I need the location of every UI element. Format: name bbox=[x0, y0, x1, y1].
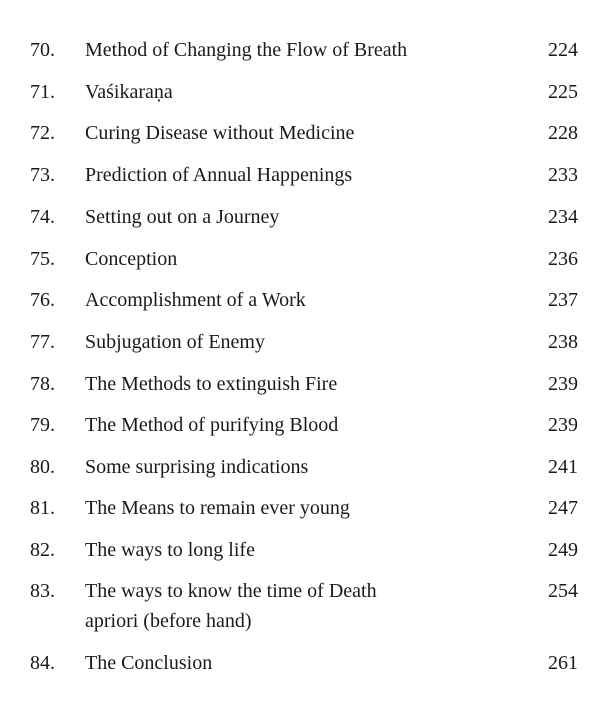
entry-title-line: The ways to know the time of Death bbox=[85, 580, 377, 602]
entry-page-number: 238 bbox=[548, 331, 578, 353]
entry-title-continuation: apriori (before hand) bbox=[85, 610, 252, 632]
entry-title bbox=[85, 576, 485, 636]
entry-number: 78. bbox=[30, 373, 55, 395]
entry-title: Curing Disease without Medicine bbox=[85, 122, 355, 144]
entry-number: 79. bbox=[30, 414, 55, 436]
entry-title: The Methods to extinguish Fire bbox=[85, 373, 338, 395]
entry-number: 76. bbox=[30, 289, 55, 311]
entry-title: The Means to remain ever young bbox=[85, 497, 350, 519]
entry-number: 71. bbox=[30, 81, 55, 103]
entry-title: Conception bbox=[85, 248, 178, 270]
entry-number: 82. bbox=[30, 539, 55, 561]
entry-title: Setting out on a Journey bbox=[85, 206, 280, 228]
entry-page-number: 249 bbox=[548, 539, 578, 561]
entry-title: The Conclusion bbox=[85, 652, 213, 674]
entry-number: 70. bbox=[30, 39, 55, 61]
entry-page-number: 247 bbox=[548, 497, 578, 519]
entry-page-number: 237 bbox=[548, 289, 578, 311]
entry-number: 74. bbox=[30, 206, 55, 228]
entry-page-number: 239 bbox=[548, 414, 578, 436]
entry-number: 83. bbox=[30, 580, 55, 602]
entry-number: 80. bbox=[30, 456, 55, 478]
entry-title: The Method of purifying Blood bbox=[85, 414, 339, 436]
entry-page-number: 254 bbox=[548, 580, 578, 602]
entry-title: Vaśikaraṇa bbox=[85, 81, 173, 103]
entry-page-number: 239 bbox=[548, 373, 578, 395]
entry-title: Subjugation of Enemy bbox=[85, 331, 265, 353]
entry-title: Prediction of Annual Happenings bbox=[85, 164, 353, 186]
entry-page-number: 225 bbox=[548, 81, 578, 103]
entry-page-number: 261 bbox=[548, 652, 578, 674]
entry-number: 75. bbox=[30, 248, 55, 270]
entry-title: Accomplishment of a Work bbox=[85, 289, 306, 311]
entry-page-number: 228 bbox=[548, 122, 578, 144]
entry-page-number: 241 bbox=[548, 456, 578, 478]
entry-page-number: 236 bbox=[548, 248, 578, 270]
entry-page-number: 233 bbox=[548, 164, 578, 186]
entry-number: 73. bbox=[30, 164, 55, 186]
entry-page-number: 234 bbox=[548, 206, 578, 228]
entry-number: 77. bbox=[30, 331, 55, 353]
entry-number: 84. bbox=[30, 652, 55, 674]
entry-title: Method of Changing the Flow of Breath bbox=[85, 39, 408, 61]
entry-page-number: 224 bbox=[548, 39, 578, 61]
entry-title: Some surprising indications bbox=[85, 456, 309, 478]
entry-title: The ways to long life bbox=[85, 539, 255, 561]
entry-number: 81. bbox=[30, 497, 55, 519]
entry-number: 72. bbox=[30, 122, 55, 144]
